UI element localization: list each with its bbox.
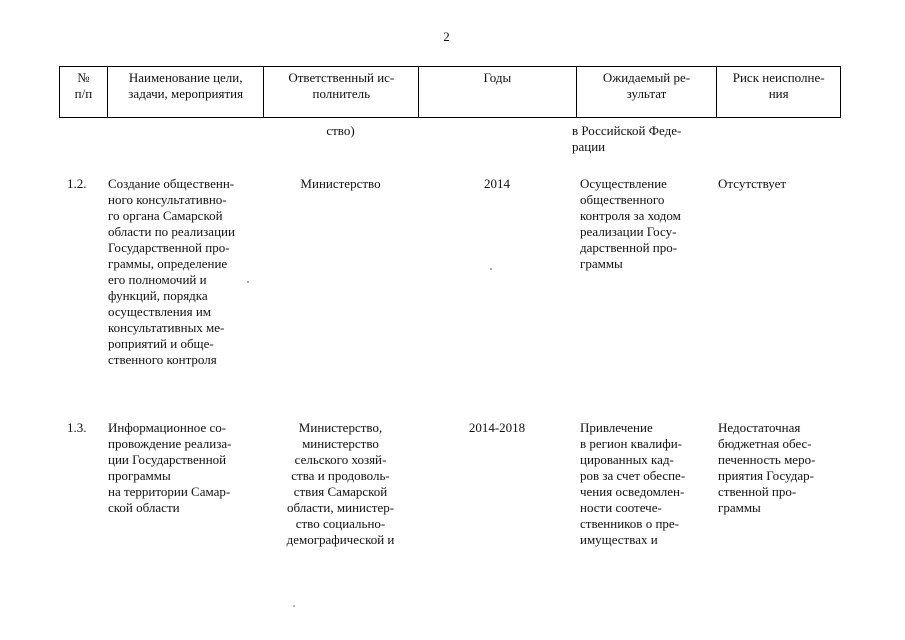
header-years: Годы <box>418 67 576 117</box>
row-risk: Отсутствует <box>718 176 787 191</box>
table-header <box>59 66 841 118</box>
row-name: Создание общественн- ного консультативно- го органа Самарской области по реализации Государственной про- граммы, определение его полномочий и функций, порядка осуществления им консультативных ме- роприятий и обще- ственного контроля <box>108 176 235 367</box>
header-number: № п/п <box>74 70 93 101</box>
header-result: Ожидаемый ре- зультат <box>576 67 717 117</box>
header-name: Наименование цели, задачи, мероприятия <box>107 67 264 117</box>
header-risk: Риск неисполне- ния <box>716 67 840 117</box>
continuation-result: в Российской Феде- рации <box>572 123 682 154</box>
scan-speck <box>490 268 492 270</box>
row-result: Осуществление общественного контроля за ходом реализации Госу- дарственной про- граммы <box>580 176 681 271</box>
continuation-responsible: ство) <box>326 123 355 138</box>
row-years: 2014-2018 <box>468 420 526 435</box>
header-responsible: Ответственный ис- полнитель <box>263 67 418 117</box>
row-responsible: Министерство, министерство сельского хозяй- ства и продоволь- ствия Самарской области, министер- ство социально- демографической и <box>286 420 395 547</box>
row-name: Информационное со- провождение реализа- ции Государственной программы на территории Самар- ской области <box>108 420 232 515</box>
row-years: 2014 <box>484 176 510 191</box>
row-number: 1.2. <box>67 176 87 191</box>
row-responsible: Министерство <box>300 176 381 191</box>
scan-speck <box>293 605 295 607</box>
scan-speck <box>247 281 249 283</box>
row-risk: Недостаточная бюджетная обес- печенность меро- приятия Государ- ственной про- граммы <box>718 420 816 515</box>
row-result: Привлечение в регион квалифи- цированных кад- ров за счет обеспе- чения осведомлен- ности соотече- ственников о пре- имуществах и <box>580 420 686 547</box>
row-number: 1.3. <box>67 420 87 435</box>
page-number: 2 <box>443 29 450 44</box>
